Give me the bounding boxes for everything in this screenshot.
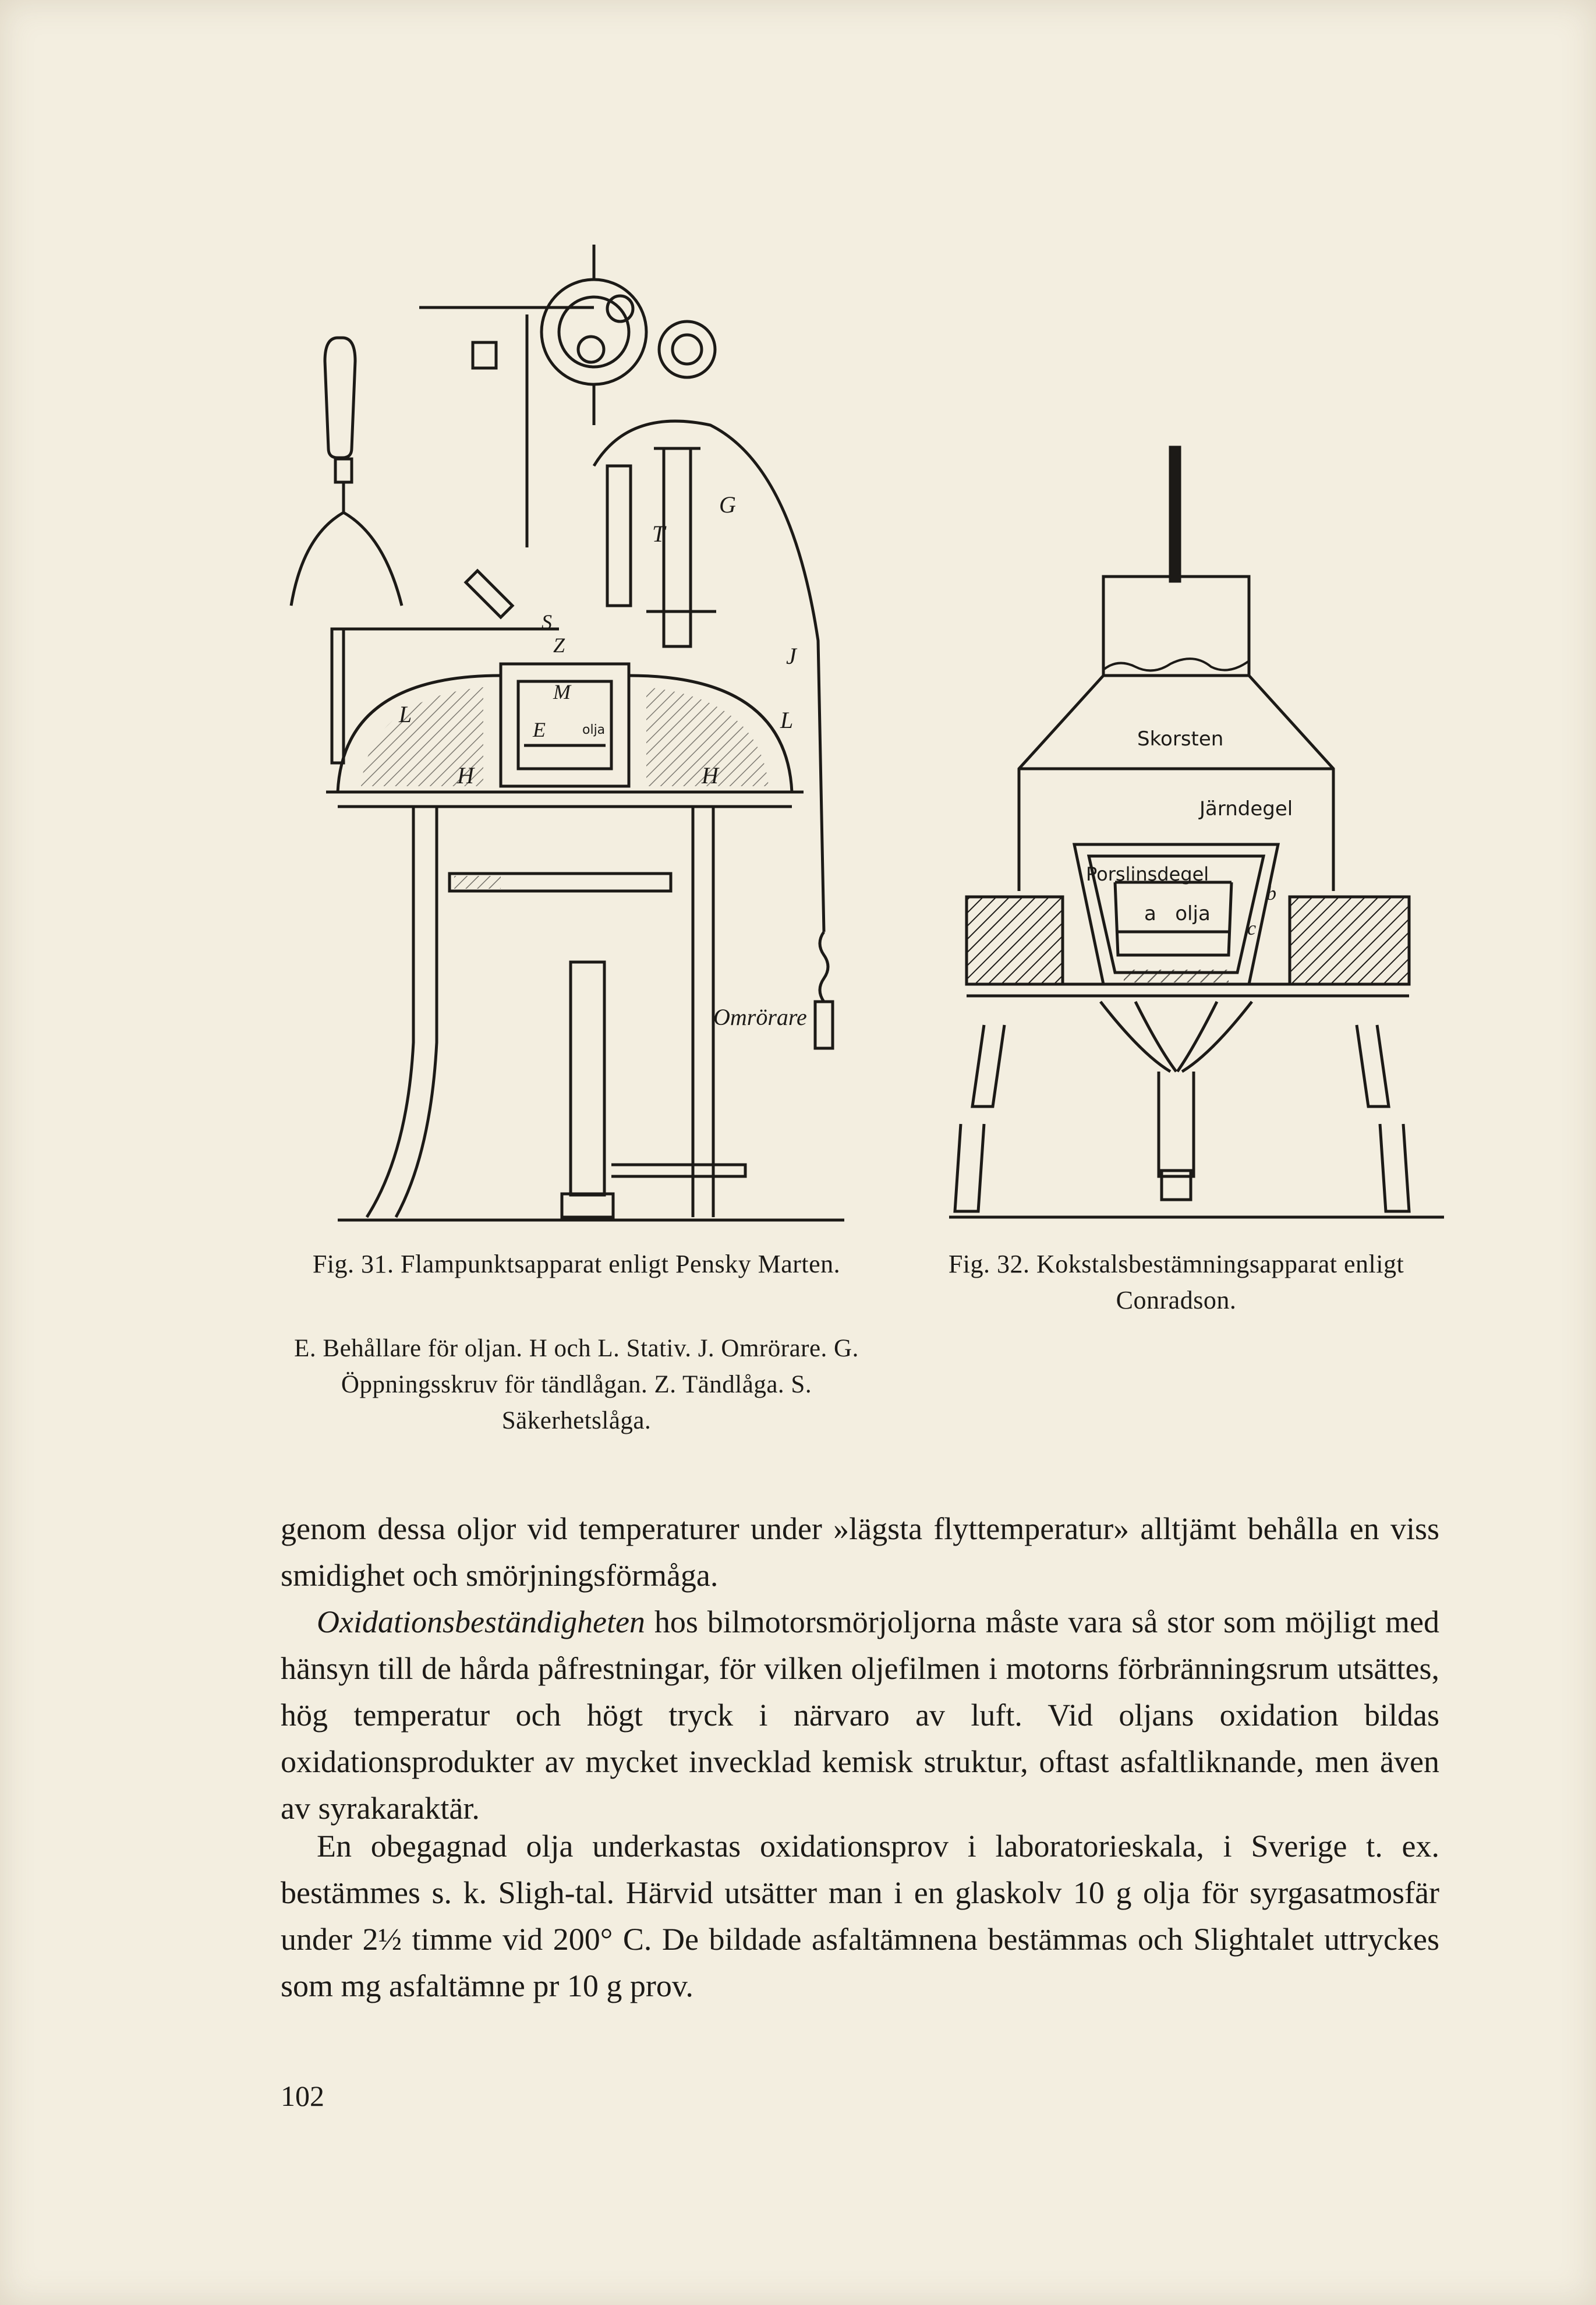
paragraph-1-text: genom dessa oljor vid temperaturer under »lägsta flyttemperatur» alltjämt behålla en viss smidighet och smörjningsförmåga. [281,1511,1439,1593]
paragraph-1 [281,1505,1439,1599]
label-e: E [533,718,546,741]
label-a-olja: a olja [1144,902,1211,925]
label-h-right: H [702,762,719,789]
label-b: b [1266,883,1276,904]
figure-31-drawing [268,233,850,1235]
label-skorsten: Skorsten [1137,727,1224,751]
label-olja-31: olja [582,723,606,737]
paragraph-2-italic-term: Oxidationsbeständigheten [317,1604,645,1639]
label-c: c [1247,918,1257,939]
figure-32-drawing [949,443,1450,1235]
label-t: T [652,521,666,547]
paragraph-2 [281,1599,1439,1832]
figure-31-caption: Fig. 31. Flampunktsapparat enligt Pensky Marten. [312,1250,841,1278]
label-l-left: L [399,701,412,727]
label-s: S [542,610,552,634]
figure-32-caption: Fig. 32. Kokstalsbestämningsapparat enligt Conradson. [948,1250,1404,1314]
paragraph-3 [281,1823,1439,2009]
label-g: G [719,492,736,518]
label-jarndegel: Järndegel [1199,797,1293,821]
label-m: M [553,680,571,703]
paragraph-3-text: En obegagnad olja underkastas oxidationsprov i laboratorieskala, i Sverige t. ex. bestämmes s. k. Sligh-tal. Härvid utsätter man i en glaskolv 10 g olja för syrgasatmosfär under 2½ timme vid 200° C. De bildade asfaltämnena bestämmas och Slightalet uttryckes som mg asfaltämne pr 10 g prov. [281,1829,1439,2003]
figure-31-legend: E. Behållare för oljan. H och L. Stativ. J. Omrörare. G. Öppningsskruv för tändlågan. Z. Tändlåga. S. Säkerhetslåga. [294,1335,859,1434]
label-h-left: H [457,762,474,789]
page-number: 102 [281,2080,324,2112]
label-omrorare: Omrörare [713,1004,807,1030]
label-z: Z [553,634,565,657]
label-porslinsdegel: Porslinsdegel [1086,863,1209,885]
paragraph-2-text: hos bilmotorsmörjoljorna måste vara så stor som möjligt med hänsyn till de hårda påfrestningar, för vilken oljefilmen i motorns förbränningsrum utsättes, hög temperatur och högt tryck i närvaro av luft. Vid oljans oxidation bildas oxidationsprodukter av mycket invecklad kemisk struktur, oftast asfaltliknande, men även av syrakaraktär. [281,1604,1439,1826]
label-j: J [786,643,797,669]
label-l-right: L [780,707,794,733]
